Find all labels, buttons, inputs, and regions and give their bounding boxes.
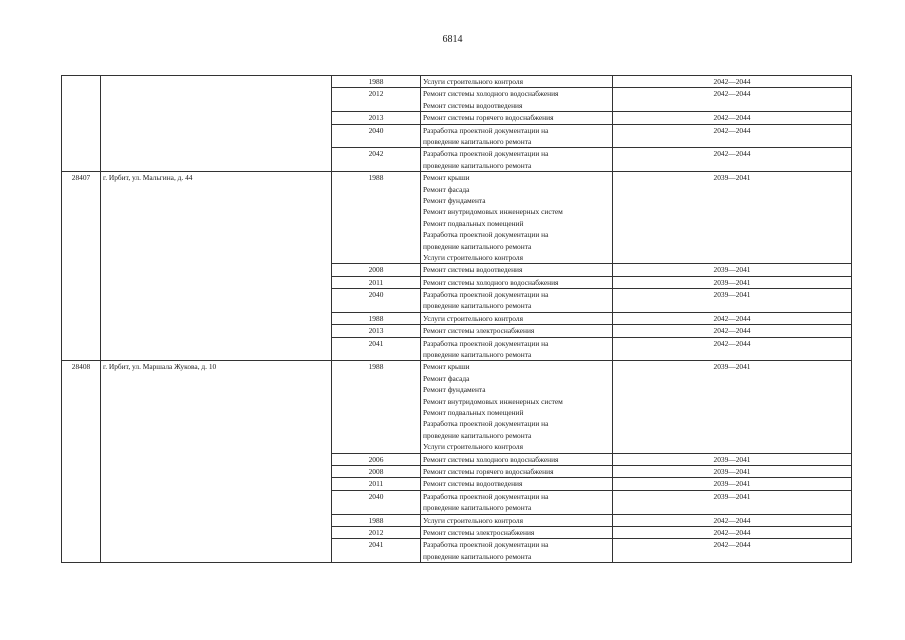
work-type-cell	[421, 490, 613, 514]
work-type-line: Ремонт системы горячего водоснабжения	[423, 467, 554, 476]
period-cell: 2039—2041	[613, 478, 852, 490]
work-type-line: проведение капитального ремонта	[423, 551, 532, 561]
period-cell: 2039—2041	[613, 276, 852, 288]
year-cell: 2040	[332, 124, 421, 148]
period-cell: 2042—2044	[613, 337, 852, 361]
work-type-cell	[421, 325, 613, 337]
work-type-cell	[421, 289, 613, 313]
work-type-line: Услуги строительного контроля	[423, 252, 523, 262]
work-type-line: Разработка проектной документации на	[423, 290, 549, 300]
period-cell: 2039—2041	[613, 289, 852, 313]
work-type-cell	[421, 148, 613, 172]
work-type-line: проведение капитального ремонта	[423, 160, 532, 170]
period-cell: 2042—2044	[613, 312, 852, 324]
period-cell: 2042—2044	[613, 514, 852, 526]
work-type-line: Разработка проектной документации на	[423, 491, 549, 501]
work-type-line: Ремонт фундамента	[423, 195, 486, 205]
period-cell: 2039—2041	[613, 490, 852, 514]
work-type-line: Ремонт фасада	[423, 373, 470, 383]
work-type-line: Услуги строительного контроля	[423, 515, 523, 525]
work-type-cell	[421, 172, 613, 264]
work-type-line: Ремонт системы холодного водоснабжения	[423, 277, 559, 287]
work-type-line: Ремонт системы водоотведения	[423, 265, 523, 275]
address-cell: г. Ирбит, ул. Маршала Жукова, д. 10	[101, 361, 332, 563]
work-type-cell	[421, 112, 613, 124]
work-type-line: проведение капитального ремонта	[423, 301, 532, 311]
period-cell: 2039—2041	[613, 453, 852, 465]
address-cell: г. Ирбит, ул. Мальгина, д. 44	[101, 172, 332, 361]
period-cell: 2042—2044	[613, 148, 852, 172]
period-cell: 2039—2041	[613, 361, 852, 453]
work-type-cell	[421, 312, 613, 324]
period-cell: 2039—2041	[613, 172, 852, 264]
period-cell: 2042—2044	[613, 539, 852, 563]
work-type-line: Ремонт системы электроснабжения	[423, 528, 535, 537]
work-type-line: Разработка проектной документации на	[423, 125, 549, 135]
period-cell: 2042—2044	[613, 527, 852, 539]
work-type-line: проведение капитального ремонта	[423, 503, 532, 513]
work-type-line: проведение капитального ремонта	[423, 350, 532, 360]
period-cell: 2042—2044	[613, 325, 852, 337]
work-type-cell	[421, 539, 613, 563]
table-row	[62, 172, 852, 264]
work-type-line: Услуги строительного контроля	[423, 313, 523, 323]
year-cell: 1988	[332, 514, 421, 526]
work-type-line: Ремонт крыши	[423, 173, 470, 183]
work-type-line: Услуги строительного контроля	[423, 77, 523, 86]
page-number: 6814	[442, 34, 463, 45]
work-type-cell	[421, 124, 613, 148]
table-row	[62, 76, 852, 88]
work-type-line: проведение капитального ремонта	[423, 241, 532, 251]
year-cell: 2012	[332, 88, 421, 112]
year-cell: 2041	[332, 539, 421, 563]
work-type-cell	[421, 453, 613, 465]
year-cell: 2011	[332, 478, 421, 490]
work-type-line: проведение капитального ремонта	[423, 136, 532, 146]
year-cell: 2006	[332, 453, 421, 465]
work-type-cell	[421, 361, 613, 453]
work-type-line: Разработка проектной документации на	[423, 149, 549, 159]
work-type-cell	[421, 337, 613, 361]
year-cell: 1988	[332, 76, 421, 88]
work-type-line: проведение капитального ремонта	[423, 430, 532, 440]
year-cell: 1988	[332, 172, 421, 264]
year-cell: 2013	[332, 325, 421, 337]
year-cell: 2042	[332, 148, 421, 172]
work-type-line: Ремонт внутридомовых инженерных систем	[423, 207, 563, 217]
period-cell: 2042—2044	[613, 76, 852, 88]
work-type-cell	[421, 527, 613, 539]
work-type-line: Разработка проектной документации на	[423, 540, 549, 550]
period-cell: 2042—2044	[613, 88, 852, 112]
work-type-line: Услуги строительного контроля	[423, 442, 523, 452]
work-type-cell	[421, 466, 613, 478]
repair-schedule-body	[62, 76, 852, 563]
work-type-line: Ремонт фундамента	[423, 385, 486, 395]
year-cell: 2040	[332, 490, 421, 514]
work-type-line: Разработка проектной документации на	[423, 419, 549, 429]
work-type-line: Ремонт системы горячего водоснабжения	[423, 113, 554, 123]
period-cell: 2039—2041	[613, 466, 852, 478]
year-cell: 1988	[332, 312, 421, 324]
year-cell: 2008	[332, 466, 421, 478]
table-row	[62, 361, 852, 453]
work-type-line: Ремонт системы холодного водоснабжения	[423, 89, 559, 99]
year-cell: 2008	[332, 264, 421, 276]
work-type-line: Ремонт фасада	[423, 184, 470, 194]
work-type-line: Разработка проектной документации на	[423, 338, 549, 348]
year-cell: 1988	[332, 361, 421, 453]
repair-schedule-table	[61, 75, 852, 563]
year-cell: 2040	[332, 289, 421, 313]
work-type-line: Разработка проектной документации на	[423, 230, 549, 240]
work-type-line: Ремонт подвальных помещений	[423, 218, 524, 228]
work-type-cell	[421, 88, 613, 112]
year-cell: 2012	[332, 527, 421, 539]
work-type-line: Ремонт крыши	[423, 362, 470, 372]
work-type-line: Ремонт подвальных помещений	[423, 408, 524, 418]
work-type-cell	[421, 514, 613, 526]
work-type-line: Ремонт системы водоотведения	[423, 479, 523, 489]
work-type-cell	[421, 76, 613, 88]
work-type-line: Ремонт системы электроснабжения	[423, 326, 535, 336]
work-type-line: Ремонт системы холодного водоснабжения	[423, 454, 559, 464]
work-type-cell	[421, 264, 613, 276]
object-id-cell	[62, 76, 101, 172]
year-cell: 2011	[332, 276, 421, 288]
year-cell: 2013	[332, 112, 421, 124]
period-cell: 2042—2044	[613, 124, 852, 148]
work-type-cell	[421, 478, 613, 490]
work-type-line: Ремонт системы водоотведения	[423, 100, 523, 110]
period-cell: 2039—2041	[613, 264, 852, 276]
work-type-cell	[421, 276, 613, 288]
object-id-cell: 28407	[62, 172, 101, 361]
object-id-cell: 28408	[62, 361, 101, 563]
work-type-line: Ремонт внутридомовых инженерных систем	[423, 396, 563, 406]
address-cell	[101, 76, 332, 172]
year-cell: 2041	[332, 337, 421, 361]
period-cell: 2042—2044	[613, 112, 852, 124]
